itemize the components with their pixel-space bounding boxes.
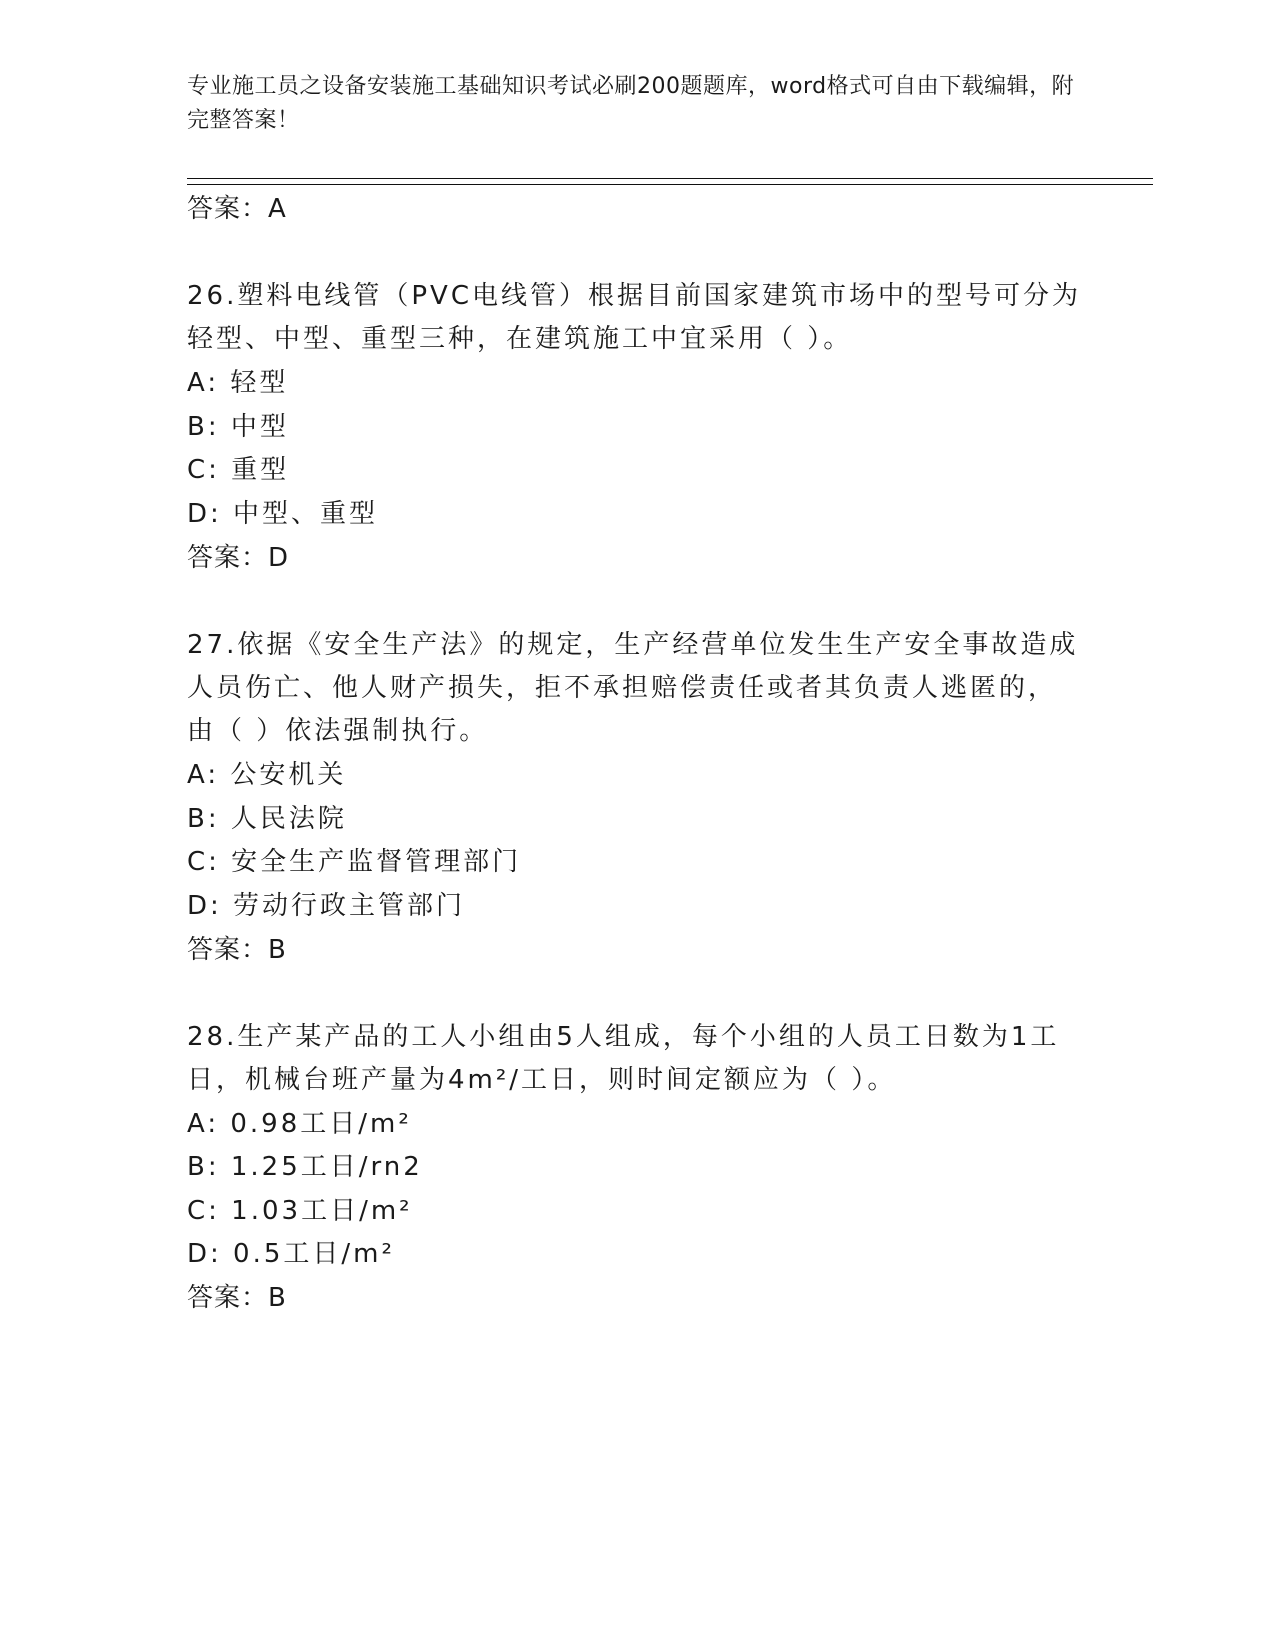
- question-28-option-b: B: 1.25工日/rn2: [187, 1152, 423, 1182]
- question-28-option-c: C: 1.03工日/m²: [187, 1196, 413, 1226]
- question-26-option-c: C: 重型: [187, 455, 290, 485]
- question-27-option-d: D: 劳动行政主管部门: [187, 891, 466, 921]
- question-26-line-1: 26.塑料电线管（PVC电线管）根据目前国家建筑市场中的型号可分为: [187, 281, 1081, 311]
- header-rule-bottom: [187, 184, 1153, 185]
- question-27-line-2: 人员伤亡、他人财产损失，拒不承担赔偿责任或者其负责人逃匿的，: [187, 673, 1058, 703]
- question-26-option-d: D: 中型、重型: [187, 499, 379, 529]
- question-26-option-a: A: 轻型: [187, 368, 289, 398]
- question-27-option-c: C: 安全生产监督管理部门: [187, 847, 522, 877]
- answer-q28: 答案：B: [187, 1283, 287, 1313]
- question-28-line-2: 日，机械台班产量为4m²/工日，则时间定额应为（ ）。: [187, 1065, 897, 1095]
- answer-q27: 答案：B: [187, 935, 287, 965]
- question-27-line-1: 27.依据《安全生产法》的规定，生产经营单位发生生产安全事故造成: [187, 630, 1079, 660]
- question-27-option-b: B: 人民法院: [187, 804, 347, 834]
- question-26-line-2: 轻型、中型、重型三种，在建筑施工中宜采用（ ）。: [187, 324, 853, 354]
- question-27-option-a: A: 公安机关: [187, 760, 347, 790]
- question-28-option-d: D: 0.5工日/m²: [187, 1239, 395, 1269]
- question-26-option-b: B: 中型: [187, 412, 289, 442]
- answer-q26: 答案：D: [187, 543, 290, 573]
- document-header: 专业施工员之设备安装施工基础知识考试必刷200题题库，word格式可自由下载编辑，附完整答案！: [187, 74, 1075, 133]
- question-27-line-3: 由（ ）依法强制执行。: [187, 716, 489, 746]
- question-28-line-1: 28.生产某产品的工人小组由5人组成，每个小组的人员工日数为1工: [187, 1022, 1060, 1052]
- answer-q25: 答案：A: [187, 194, 287, 224]
- header-rule-top: [187, 178, 1153, 179]
- question-28-option-a: A: 0.98工日/m²: [187, 1109, 412, 1139]
